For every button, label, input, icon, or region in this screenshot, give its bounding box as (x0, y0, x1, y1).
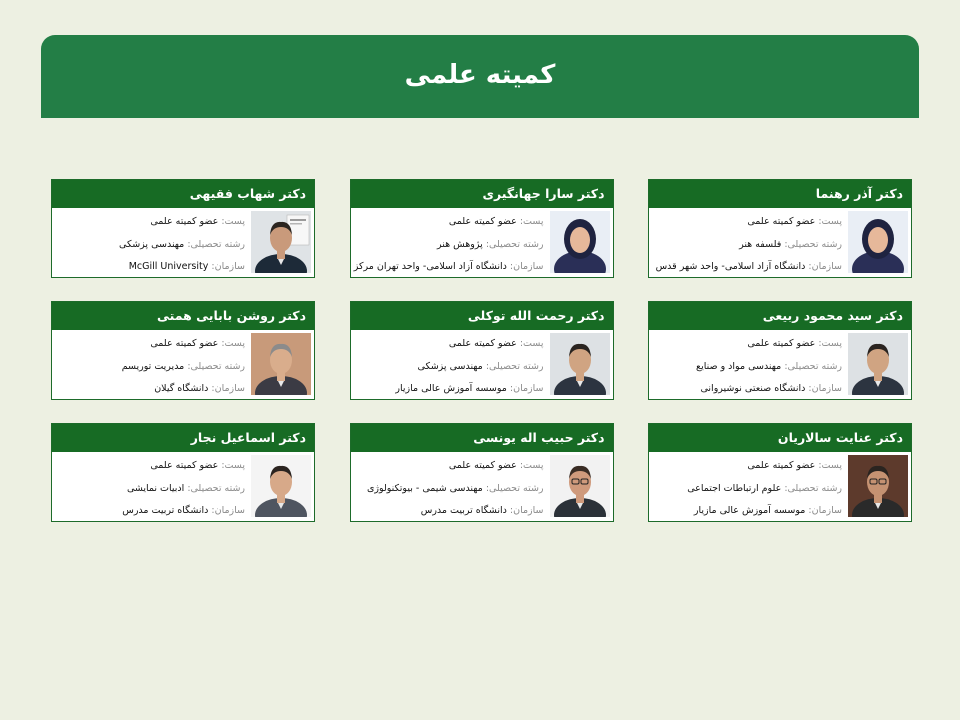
member-field: مهندسی پزشکی (119, 238, 185, 250)
member-name[interactable]: دکتر سید محمود ربیعی (649, 302, 911, 330)
position-label: پست: (818, 216, 842, 227)
org-label: سازمان: (211, 383, 245, 394)
field-label: رشته تحصیلی: (784, 360, 842, 372)
member-org: موسسه آموزش عالی مازیار (395, 383, 507, 394)
member-name[interactable]: دکتر اسماعیل نجار (52, 424, 314, 452)
member-org: دانشگاه آزاد اسلامی- واحد تهران مرکز (353, 261, 507, 272)
member-org: دانشگاه آزاد اسلامی- واحد شهر قدس (655, 261, 806, 272)
member-org: دانشگاه تربیت مدرس (420, 505, 507, 516)
field-label: رشته تحصیلی: (784, 238, 842, 250)
field-label: رشته تحصیلی: (485, 360, 544, 372)
member-name[interactable]: دکتر رحمت الله توکلی (351, 302, 613, 330)
member-field: فلسفه هنر (739, 238, 782, 250)
member-field: مهندسی شیمی - بیوتکنولوژی (366, 482, 483, 494)
member-position: عضو کمیته علمی (150, 216, 219, 227)
org-label: سازمان: (509, 261, 544, 272)
member-position: عضو کمیته علمی (150, 338, 219, 349)
member-card[interactable] (350, 423, 614, 522)
member-field: مدیریت توریسم (121, 360, 185, 372)
member-name[interactable]: دکتر روشن بابایی همتی (52, 302, 314, 330)
field-label: رشته تحصیلی: (187, 238, 245, 250)
member-photo (848, 211, 908, 273)
member-photo (550, 455, 610, 517)
member-photo (848, 455, 908, 517)
field-label: رشته تحصیلی: (485, 482, 544, 494)
member-position: عضو کمیته علمی (747, 460, 816, 471)
field-label: رشته تحصیلی: (187, 482, 245, 494)
member-card[interactable] (648, 179, 912, 278)
members-grid (51, 179, 912, 522)
member-card[interactable] (51, 179, 315, 278)
org-label: سازمان: (509, 505, 544, 516)
member-org: دانشگاه گیلان (154, 383, 209, 394)
member-photo (251, 333, 311, 395)
member-card[interactable] (648, 423, 912, 522)
member-position: عضو کمیته علمی (747, 338, 816, 349)
member-photo (550, 333, 610, 395)
position-label: پست: (818, 460, 842, 471)
member-card[interactable] (350, 301, 614, 400)
member-org: McGill University (128, 261, 209, 272)
section-banner (41, 35, 919, 118)
member-photo (550, 211, 610, 273)
member-position: عضو کمیته علمی (448, 338, 517, 349)
field-label: رشته تحصیلی: (187, 360, 245, 372)
member-name[interactable]: دکتر عنایت سالاریان (649, 424, 911, 452)
member-field: پژوهش هنر (437, 238, 483, 250)
member-photo (251, 455, 311, 517)
org-label: سازمان: (509, 383, 544, 394)
member-card[interactable] (648, 301, 912, 400)
member-position: عضو کمیته علمی (150, 460, 219, 471)
field-label: رشته تحصیلی: (485, 238, 544, 250)
member-photo (848, 333, 908, 395)
position-label: پست: (519, 460, 544, 471)
member-position: عضو کمیته علمی (448, 460, 517, 471)
member-name[interactable]: دکتر حبیب اله یونسی (351, 424, 613, 452)
section-title: کمیته علمی (404, 59, 556, 90)
member-org: موسسه آموزش عالی مازیار (693, 505, 806, 516)
org-label: سازمان: (211, 261, 245, 272)
member-field: ادبیات نمایشی (126, 482, 185, 494)
member-position: عضو کمیته علمی (448, 216, 517, 227)
member-org: دانشگاه تربیت مدرس (122, 505, 209, 516)
org-label: سازمان: (211, 505, 245, 516)
position-label: پست: (818, 338, 842, 349)
member-field: علوم ارتباطات اجتماعی (687, 482, 782, 494)
member-org: دانشگاه صنعتی نوشیروانی (700, 383, 806, 394)
org-label: سازمان: (808, 383, 842, 394)
member-card[interactable] (51, 423, 315, 522)
member-card[interactable] (350, 179, 614, 278)
member-photo (251, 211, 311, 273)
org-label: سازمان: (808, 261, 842, 272)
position-label: پست: (519, 338, 544, 349)
member-field: مهندسی پزشکی (417, 360, 483, 372)
member-field: مهندسی مواد و صنایع (696, 360, 782, 372)
member-name[interactable]: دکتر سارا جهانگیری (351, 180, 613, 208)
position-label: پست: (519, 216, 544, 227)
member-card[interactable] (51, 301, 315, 400)
member-name[interactable]: دکتر آذر رهنما (649, 180, 911, 208)
position-label: پست: (221, 460, 245, 471)
org-label: سازمان: (808, 505, 842, 516)
member-position: عضو کمیته علمی (747, 216, 816, 227)
member-name[interactable]: دکتر شهاب فقیهی (52, 180, 314, 208)
position-label: پست: (221, 216, 245, 227)
position-label: پست: (221, 338, 245, 349)
field-label: رشته تحصیلی: (784, 482, 842, 494)
